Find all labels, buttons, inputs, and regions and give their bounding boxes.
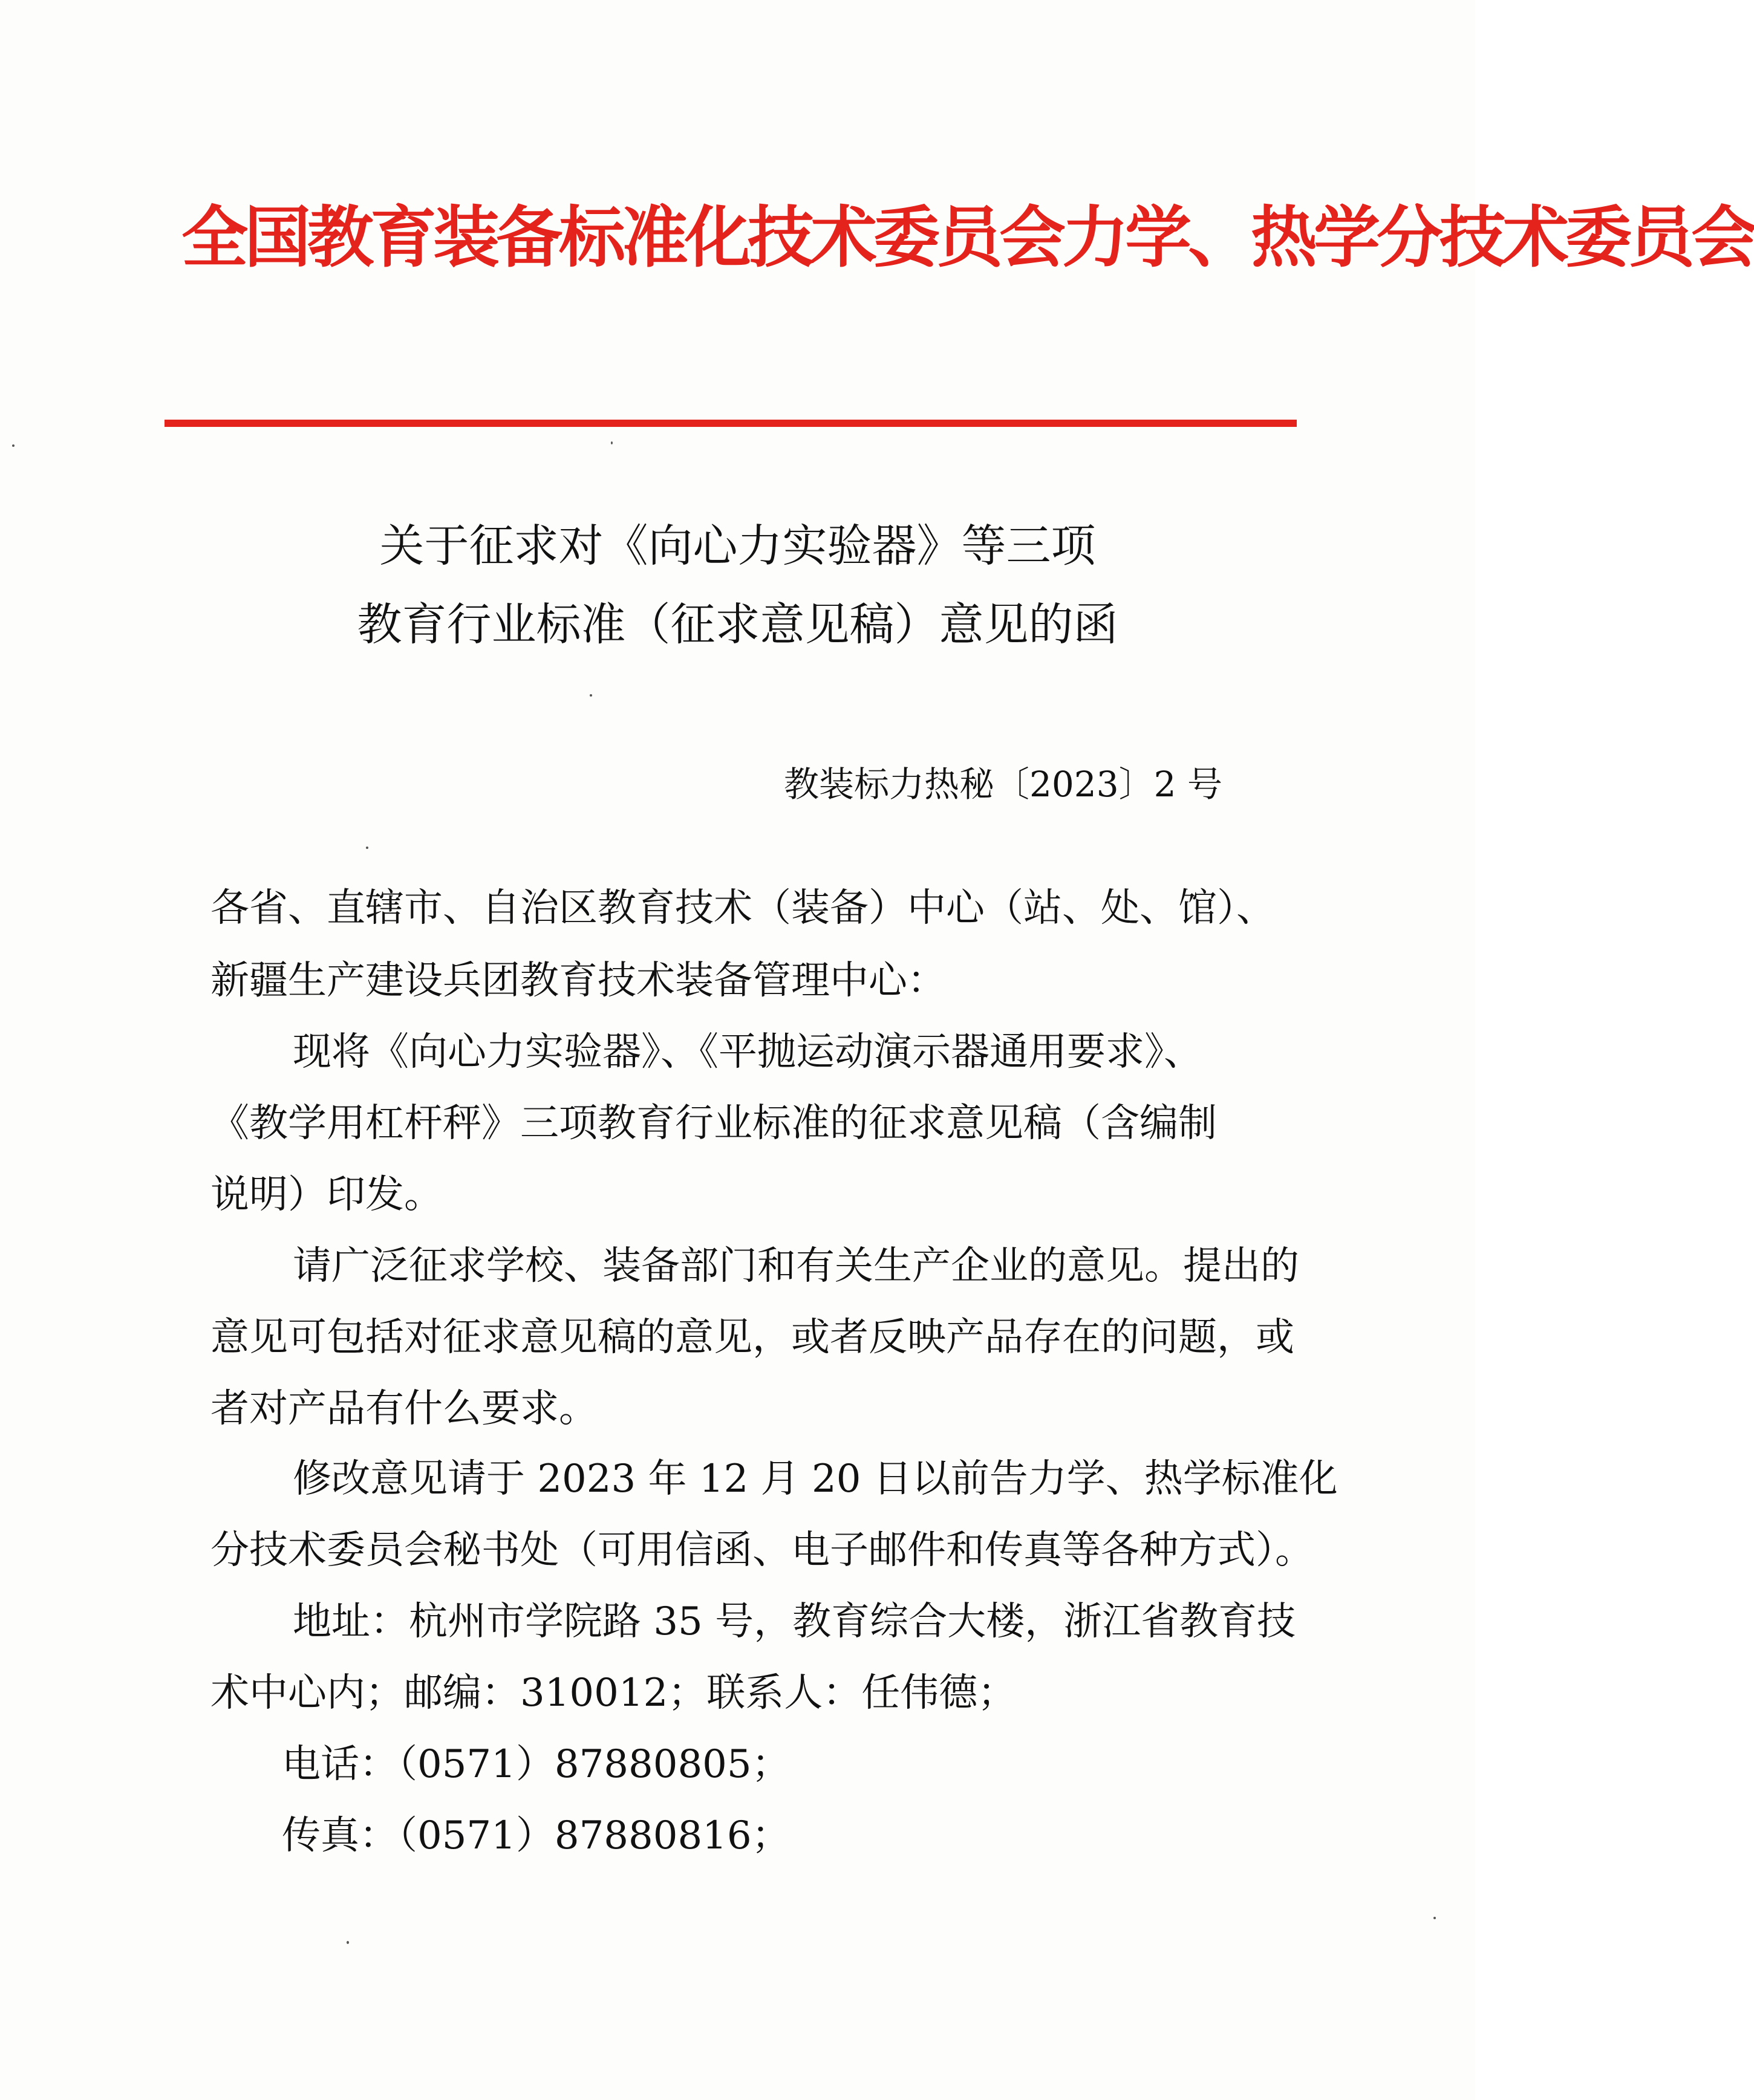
body-line: 者对产品有什么要求。 [210,1386,598,1431]
letterhead-red-rule [165,420,1297,427]
body-line: 传真：（0571）87880816； [282,1813,791,1858]
body-line: 现将《向心力实验器》、《平抛运动演示器通用要求》、 [293,1030,1202,1074]
scan-speck [366,847,368,849]
scan-speck [347,1941,349,1944]
body-line: 各省、直辖市、自治区教育技术（装备）中心（站、处、馆）、 [210,886,1275,931]
body-line: 请广泛征求学校、装备部门和有关生产企业的意见。提出的 [293,1244,1299,1289]
body-line: 说明）印发。 [210,1172,443,1217]
document-number: 教装标力热秘〔2023〕2 号 [784,764,1222,805]
body-line: 电话：（0571）87880805； [282,1742,791,1787]
document-title-line-1: 关于征求对《向心力实验器》等三项 [379,520,1096,572]
scan-speck [611,441,613,444]
document-title-line-2: 教育行业标准（征求意见稿）意见的函 [357,599,1118,651]
scan-speck [590,694,592,697]
body-line: 意见可包括对征求意见稿的意见，或者反映产品存在的问题，或 [210,1315,1294,1360]
letterhead-title: 全国教育装备标准化技术委员会力学、热学分技术委员会 [181,198,1754,276]
body-line: 新疆生产建设兵团教育技术装备管理中心： [210,958,946,1003]
scan-speck [12,444,15,447]
body-line: 分技术委员会秘书处（可用信函、电子邮件和传真等各种方式）。 [210,1528,1314,1573]
body-line: 地址：杭州市学院路 35 号，教育综合大楼，浙江省教育技 [293,1599,1296,1644]
body-line: 《教学用杠杆秤》三项教育行业标准的征求意见稿（含编制 [210,1101,1217,1146]
body-line: 术中心内；邮编：310012；联系人：任伟德； [210,1671,1017,1715]
body-line: 修改意见请于 2023 年 12 月 20 日以前告力学、热学标准化 [293,1457,1338,1501]
scan-speck [1433,1917,1436,1919]
